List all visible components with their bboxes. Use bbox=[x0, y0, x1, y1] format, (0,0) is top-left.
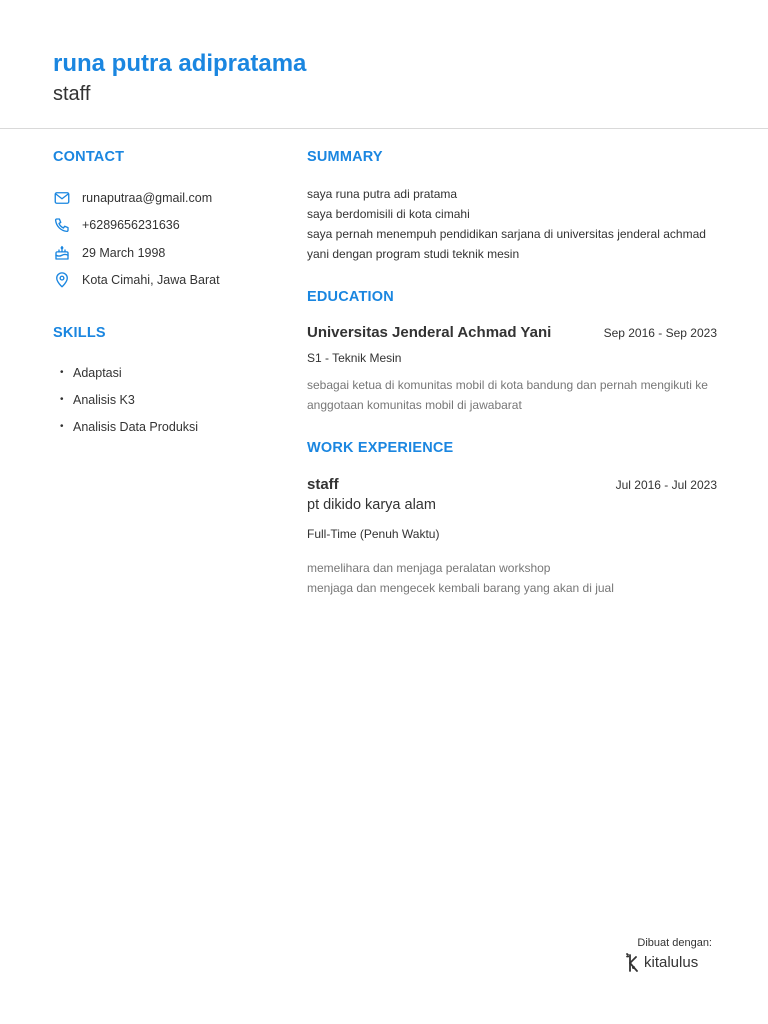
mail-icon bbox=[53, 189, 71, 207]
work-entry-header bbox=[307, 476, 717, 493]
education-title: EDUCATION bbox=[307, 289, 394, 305]
education-entry-header bbox=[307, 324, 717, 341]
work-company: pt dikido karya alam bbox=[307, 497, 436, 513]
education-dates: Sep 2016 - Sep 2023 bbox=[603, 326, 717, 340]
education-school: Universitas Jenderal Achmad Yani bbox=[307, 324, 552, 341]
contact-location-text: Kota Cimahi, Jawa Barat bbox=[82, 273, 220, 288]
brand-logo bbox=[624, 950, 724, 974]
brand-name: kitalulus bbox=[644, 953, 699, 971]
skill-item bbox=[53, 386, 283, 413]
education-degree: S1 - Teknik Mesin bbox=[307, 351, 402, 365]
description-line: menjaga dan mengecek kembali barang yang akan di jual bbox=[307, 581, 614, 595]
education-description bbox=[307, 375, 717, 415]
work-employment-type: Full-Time (Penuh Waktu) bbox=[307, 527, 440, 541]
header-divider bbox=[0, 128, 768, 129]
summary-line: yani dengan program studi teknik mesin bbox=[307, 247, 520, 261]
work-dates: Jul 2016 - Jul 2023 bbox=[615, 478, 717, 492]
description-line: sebagai ketua di komunitas mobil di kota bandung dan pernah mengikuti ke bbox=[307, 378, 708, 392]
work-description bbox=[307, 558, 717, 598]
skill-label: Adaptasi bbox=[73, 365, 122, 380]
footer-label: Dibuat dengan: bbox=[637, 937, 712, 949]
summary-line: saya berdomisili di kota cimahi bbox=[307, 207, 470, 221]
footer-branding bbox=[624, 937, 724, 974]
left-column bbox=[53, 148, 283, 440]
kitalulus-logo-icon bbox=[624, 950, 642, 974]
right-column bbox=[307, 148, 717, 598]
contact-title: CONTACT bbox=[53, 149, 125, 165]
contact-email bbox=[53, 184, 283, 212]
bullet: • bbox=[60, 367, 64, 378]
skills-title: SKILLS bbox=[53, 325, 106, 341]
summary-line: saya pernah menempuh pendidikan sarjana di universitas jenderal achmad bbox=[307, 227, 706, 241]
candidate-name: runa putra adipratama bbox=[53, 50, 307, 77]
contact-location bbox=[53, 267, 283, 295]
phone-icon bbox=[53, 216, 71, 234]
summary-text bbox=[307, 184, 717, 264]
skill-list bbox=[53, 359, 283, 440]
bullet: • bbox=[60, 394, 64, 405]
bullet: • bbox=[60, 421, 64, 432]
contact-phone bbox=[53, 212, 283, 240]
work-position: staff bbox=[307, 476, 339, 493]
candidate-role: staff bbox=[53, 83, 91, 105]
contact-list bbox=[53, 184, 283, 294]
skill-item bbox=[53, 413, 283, 440]
contact-birthdate-text: 29 March 1998 bbox=[82, 245, 166, 260]
location-pin-icon bbox=[53, 271, 71, 289]
contact-birthdate bbox=[53, 239, 283, 267]
description-line: anggotaan komunitas mobil di jawabarat bbox=[307, 398, 522, 412]
description-line: memelihara dan menjaga peralatan workshop bbox=[307, 561, 551, 575]
cake-icon bbox=[53, 244, 71, 262]
skill-label: Analisis K3 bbox=[73, 392, 135, 407]
resume-header bbox=[53, 50, 306, 106]
skill-label: Analisis Data Produksi bbox=[73, 419, 199, 434]
contact-email-text: runaputraa@gmail.com bbox=[82, 190, 213, 205]
skill-item bbox=[53, 359, 283, 386]
work-experience-title: WORK EXPERIENCE bbox=[307, 440, 454, 456]
summary-title: SUMMARY bbox=[307, 149, 383, 165]
summary-line: saya runa putra adi pratama bbox=[307, 187, 458, 201]
contact-phone-text: +6289656231636 bbox=[82, 218, 180, 233]
